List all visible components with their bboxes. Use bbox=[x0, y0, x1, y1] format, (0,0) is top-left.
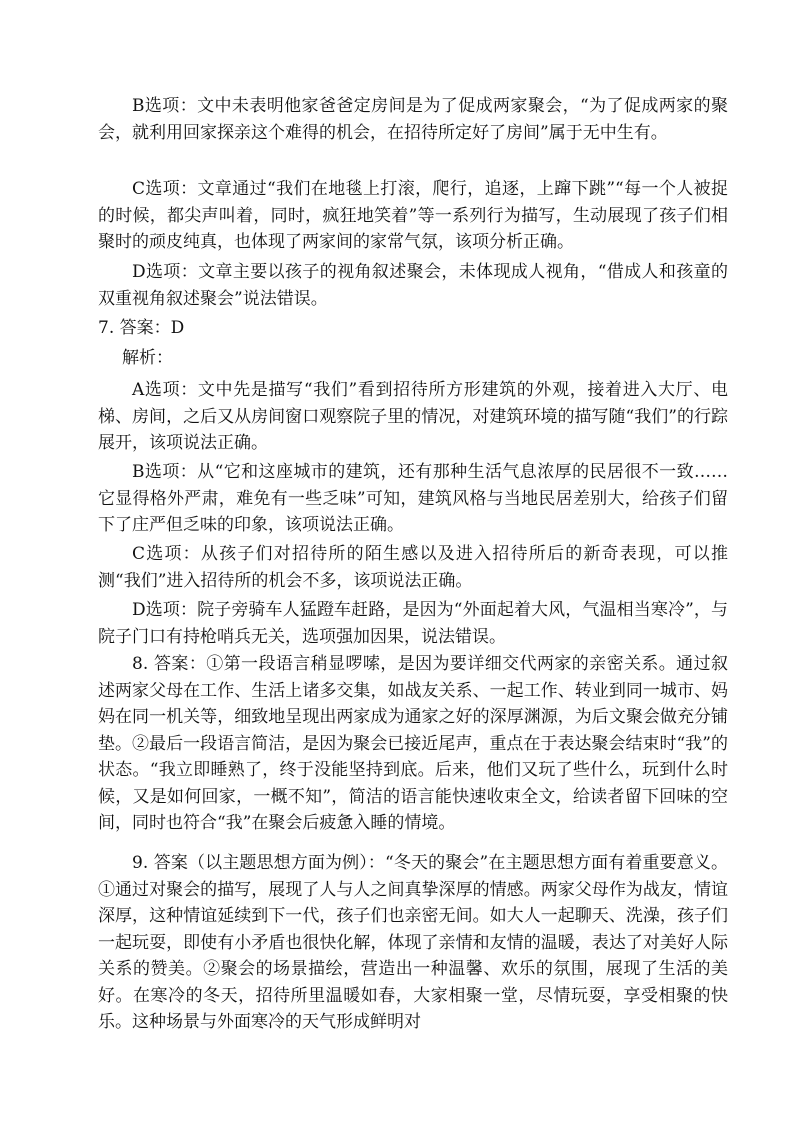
q6-option-d: D选项：文章主要以孩子的视角叙述聚会，未体现成人视角，“借成人和孩童的双重视角叙述聚会”说法错误。 bbox=[98, 262, 728, 309]
q7-answer: 7. 答案：D bbox=[98, 318, 185, 338]
q6-option-b: B选项：文中未表明他家爸爸定房间是为了促成两家聚会，“为了促成两家的聚会，就利用回家探亲这个难得的机会，在招待所定好了房间”属于无中生有。 bbox=[98, 96, 728, 143]
q6-option-c: C选项：文章通过“我们在地毯上打滚，爬行，追逐，上蹿下跳”“每一个人被捉的时候，都尖声叫着，同时，疯狂地笑着”等一系列行为描写，生动展现了孩子们相聚时的顽皮纯真，也体现了两家间的家常气氛，该项分析正确。 bbox=[98, 179, 728, 252]
q9-answer: 9. 答案（以主题思想方面为例）：“冬天的聚会”在主题思想方面有着重要意义。①通过对聚会的描写，展现了人与人之间真挚深厚的情感。两家父母作为战友，情谊深厚，这种情谊延续到下一代，孩子们也亲密无间。如大人一起聊天、洗澡，孩子们一起玩耍，即使有小矛盾也很快化解，体现了亲情和友情的温暖，表达了对美好人际关系的赞美。②聚会的场景描绘，营造出一种温馨、欢乐的氛围，展现了生活的美好。在寒冷的冬天，招待所里温暖如春，大家相聚一堂，尽情玩耍，享受相聚的快乐。这种场景与外面寒冷的天气形成鲜明对 bbox=[98, 853, 728, 1032]
q7-option-d: D选项：院子旁骑车人猛蹬车赶路，是因为“外面起着大风，气温相当寒冷”，与院子门口有持枪哨兵无关，选项强加因果，说法错误。 bbox=[98, 600, 728, 647]
q7-option-a: A选项：文中先是描写“我们”看到招待所方形建筑的外观，接着进入大厅、电梯、房间，之后又从房间窗口观察院子里的情况，对建筑环境的描写随“我们”的行踪展开，该项说法正确。 bbox=[98, 380, 728, 453]
q7-option-b: B选项：从“它和这座城市的建筑，还有那种生活气息浓厚的民居很不一致……它显得格外严肃，难免有一些乏味”可知，建筑风格与当地民居差别大，给孩子们留下了庄严但乏味的印象，该项说法正确。 bbox=[98, 462, 728, 535]
q8-answer: 8. 答案：①第一段语言稍显啰嗦，是因为要详细交代两家的亲密关系。通过叙述两家父母在工作、生活上诸多交集，如战友关系、一起工作、转业到同一城市、妈妈在同一机关等，细致地呈现出两家成为通家之好的深厚渊源，为后文聚会做充分铺垫。②最后一段语言简洁，是因为聚会已接近尾声，重点在于表达聚会结束时“我”的状态。“我立即睡熟了，终于没能坚持到底。后来，他们又玩了些什么，玩到什么时候，又是如何回家，一概不知”，简洁的语言能快速收束全文，给读者留下回味的空间，同时也符合“我”在聚会后疲惫入睡的情境。 bbox=[98, 654, 728, 833]
q7-option-c: C选项：从孩子们对招待所的陌生感以及进入招待所后的新奇表现，可以推测“我们”进入招待所的机会不多，该项说法正确。 bbox=[98, 544, 728, 591]
q7-analysis-label: 解析： bbox=[122, 348, 173, 368]
